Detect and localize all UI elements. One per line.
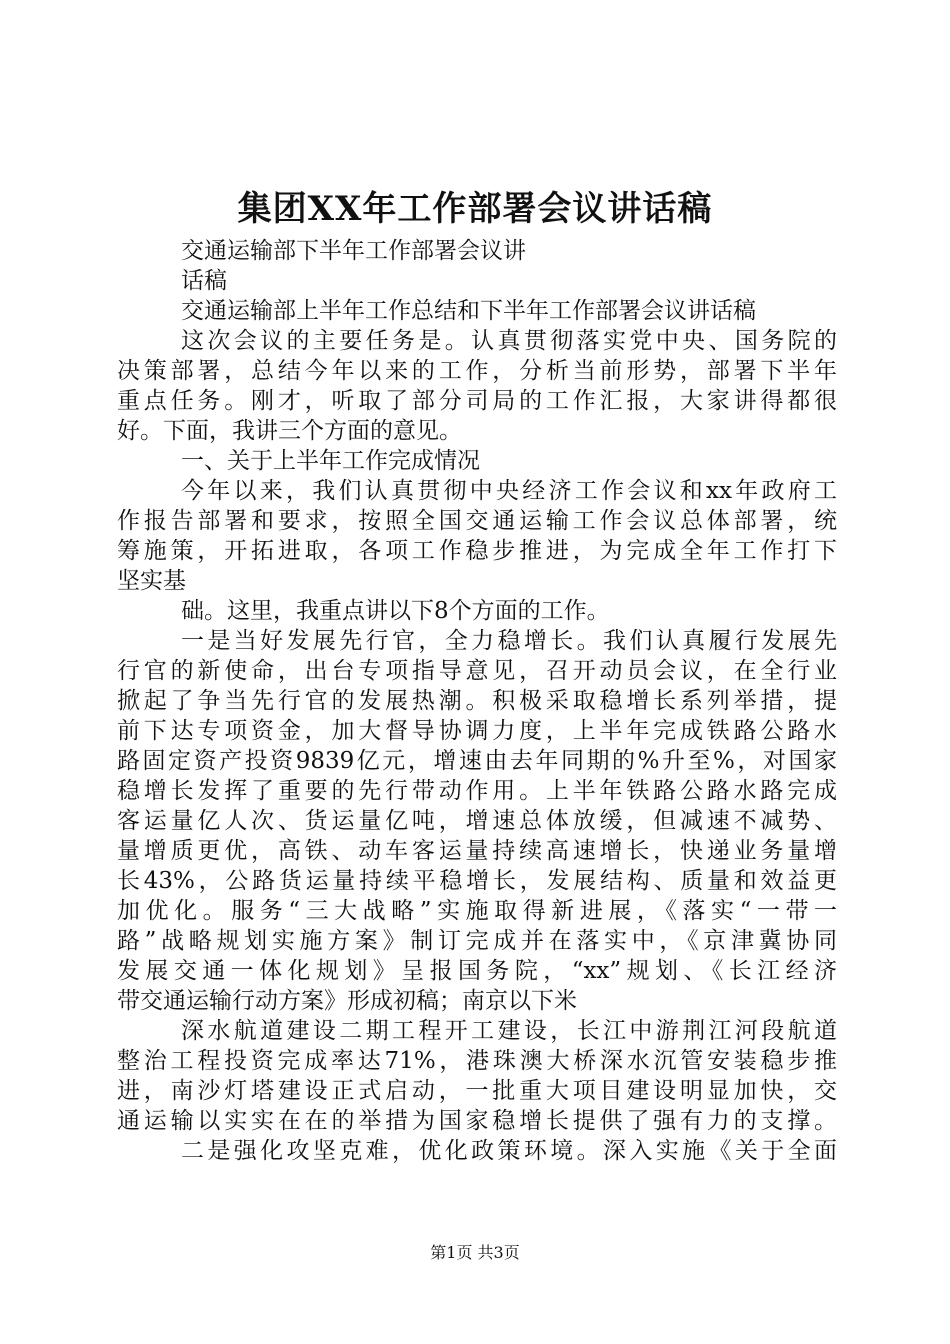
text-line: 路”战略规划实施方案》制订完成并在落实中，《京津冀协同 [117, 928, 837, 954]
text-line: 作报告部署和要求，按照全国交通运输工作会议总体部署，统 [117, 508, 837, 534]
text-line: 筹施策，开拓进取，各项工作稳步推进，为完成全年工作打下 [117, 538, 837, 564]
text-line: 通运输以实实在在的举措为国家稳增长提供了强有力的支撑。 [117, 1108, 837, 1134]
text-line: 交通运输部上半年工作总结和下半年工作部署会议讲话稿 [181, 298, 756, 324]
text-line: 一是当好发展先行官，全力稳增长。我们认真履行发展先 [181, 628, 837, 654]
text-line: 整治工程投资完成率达71%，港珠澳大桥深水沉管安装稳步推 [117, 1048, 837, 1074]
text-line: 这次会议的主要任务是。认真贯彻落实党中央、国务院的 [181, 328, 837, 354]
text-line: 行官的新使命，出台专项指导意见，召开动员会议，在全行业 [117, 658, 837, 684]
text-line: 客运量亿人次、货运量亿吨，增速总体放缓，但减速不减势、 [117, 808, 837, 834]
text-line: 前下达专项资金，加大督导协调力度，上半年完成铁路公路水 [117, 718, 837, 744]
text-line: 带交通运输行动方案》形成初稿；南京以下米 [117, 988, 577, 1014]
text-line: 今年以来，我们认真贯彻中央经济工作会议和xx年政府工 [181, 478, 837, 504]
text-line: 坚实基 [117, 568, 186, 594]
text-line: 决策部署，总结今年以来的工作，分析当前形势，部署下半年 [117, 358, 837, 384]
text-line: 话稿 [181, 268, 227, 294]
text-line: 进，南沙灯塔建设正式启动，一批重大项目建设明显加快，交 [117, 1078, 837, 1104]
document-body [117, 236, 837, 1166]
text-line: 掀起了争当先行官的发展热潮。积极采取稳增长系列举措，提 [117, 688, 837, 714]
page-footer: 第1页 共3页 [430, 1243, 520, 1262]
document-title: 集团XX年工作部署会议讲话稿 [237, 189, 713, 229]
text-line: 好。下面，我讲三个方面的意见。 [117, 418, 462, 444]
text-line: 发展交通一体化规划》呈报国务院，“xx”规划、《长江经济 [117, 958, 837, 984]
text-line: 础。这里，我重点讲以下8个方面的工作。 [181, 598, 610, 624]
text-line: 路固定资产投资9839亿元，增速由去年同期的%升至%，对国家 [117, 748, 837, 774]
text-line: 深水航道建设二期工程开工建设，长江中游荆江河段航道 [181, 1018, 837, 1044]
text-line: 长43%，公路货运量持续平稳增长，发展结构、质量和效益更 [117, 868, 837, 894]
text-line: 量增质更优，高铁、动车客运量持续高速增长，快递业务量增 [117, 838, 837, 864]
text-line: 一、关于上半年工作完成情况 [181, 448, 480, 474]
text-line: 二是强化攻坚克难，优化政策环境。深入实施《关于全面 [181, 1138, 837, 1164]
text-line: 重点任务。刚才，听取了部分司局的工作汇报，大家讲得都很 [117, 388, 837, 414]
text-line: 加优化。服务“三大战略”实施取得新进展，《落实“一带一 [117, 898, 837, 924]
text-line: 稳增长发挥了重要的先行带动作用。上半年铁路公路水路完成 [117, 778, 837, 804]
text-line: 交通运输部下半年工作部署会议讲 [181, 238, 526, 264]
